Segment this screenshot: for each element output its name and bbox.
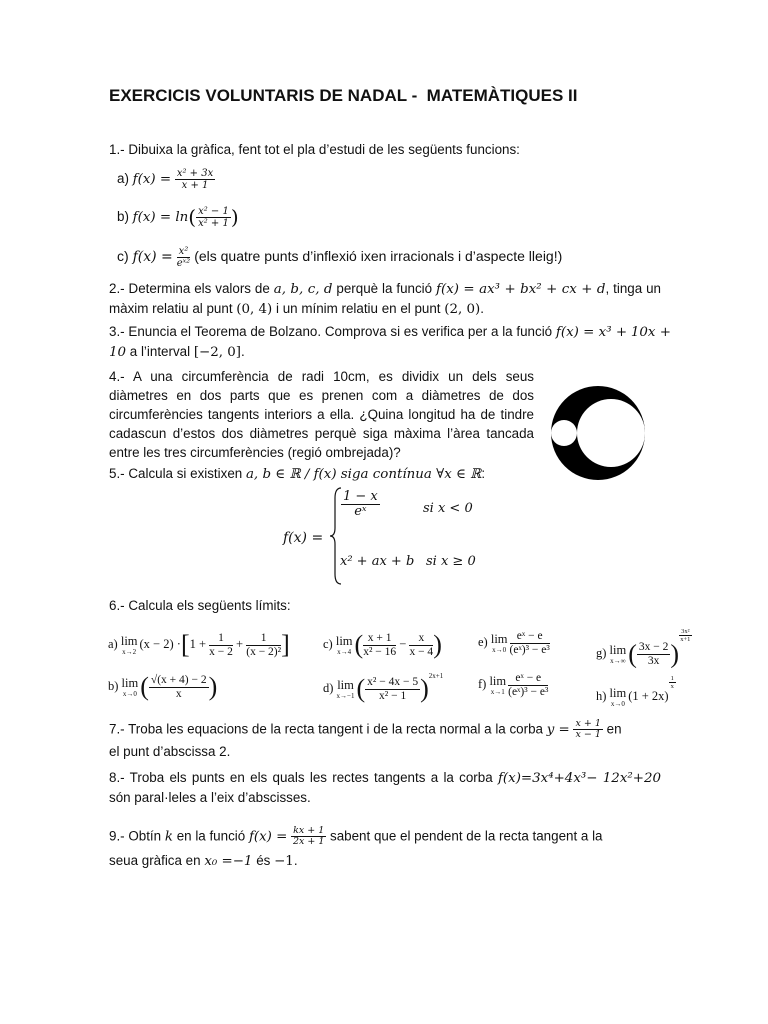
exercise-1c xyxy=(117,246,562,269)
item-label: a) xyxy=(117,171,129,187)
exercise-6-intro: 6.- Calcula els següents límits: xyxy=(109,598,291,613)
item-label: c) xyxy=(117,248,129,265)
exercise-1a xyxy=(117,168,215,191)
denominator: x + 1 xyxy=(181,180,209,191)
function-lhs: f(x) = xyxy=(132,249,173,266)
exercise-1c-note: (els quatre punts d’inflexió ixen irracionals i d’aspecte lleig!) xyxy=(194,248,563,265)
inner-circle-large xyxy=(577,399,645,467)
exercise-4: 4.- A una circumferència de radi 10cm, es dividix un dels seus diàmetres en dos parts que es prenen com a diàmetres de dos circumferències tangents interiors a ella. ¿Quina longitud ha de tindre cadascun d’estos dos diàmetres perquè siga màxima l’àrea tancada entre les tres circumferències (regió ombrejada)? xyxy=(109,369,534,460)
limit-a: a) lim x→2 (x − 2) ·[1 + $\frac{1}{x - 2}$ + $\frac{1}{\text{(x − 2)²}}$ ] xyxy=(108,630,290,659)
exercise-5: 5.- Calcula si existixen a, b ∈ ℝ / f(x) siga contínua ∀x ∈ ℝ: xyxy=(109,466,486,482)
limit-e: e) lim x→0 $\frac{\text{eˣ − e}}{\text{(eˣ)³ − e³}}$ xyxy=(478,630,550,656)
denominator: x² + 1 xyxy=(198,218,229,229)
piece-1-expression: $\frac{1 - x}{\text{eˣ}}$ xyxy=(343,489,378,520)
exercise-8: 8.- Troba els punts en els quals les rectes tangents a la corba f(x)=3x⁴+4x³− 12x²+20 són paral·leles a l’eix d’abscisses. xyxy=(109,770,661,805)
piece-2-expression: x² + ax + b xyxy=(340,554,415,569)
exercise-1-intro: 1.- Dibuixa la gràfica, fent tot el pla d’estudi de les següents funcions: xyxy=(109,142,520,157)
exercise-1b: b) f(x) = ln( $\frac{\text{x² − 1}}{\text{x² + 1}}$ ) xyxy=(117,205,239,229)
numerator: x² + 3x xyxy=(176,168,214,179)
limit-d: d) lim x→−1 ( $\frac{\text{x² − 4x − 5}}{\text{x² − 1}}$ )$^{2x+1}$ xyxy=(323,672,444,704)
circles-figure xyxy=(548,383,648,483)
limit-h: h) lim x→0 (1 + 2x) $\frac{1}{x}$ xyxy=(596,675,674,709)
function-lhs: f(x) = ln xyxy=(132,210,189,226)
exercise-7-line2: el punt d’abscissa 2. xyxy=(109,744,231,759)
exercise-9-line1: 9.- Obtín k en la funció f(x) = $\frac{kx + 1}{2x + 1}$ sabent que el pendent de la recta tangent a la xyxy=(109,825,603,848)
denominator: eˣ² xyxy=(176,258,191,269)
piece-2-condition: si x ≥ 0 xyxy=(426,554,476,569)
limit-b: b) lim x→0 ( $\frac{√(x + 4) - 2}{x}$ ) xyxy=(108,672,218,701)
piece-1-condition: si x < 0 xyxy=(423,501,473,516)
piecewise-function: f(x) = $\frac{1 - x}{\text{eˣ}}$ si x < 0 x² + ax + b si x ≥ 0 xyxy=(283,486,483,586)
function-lhs: f(x) = xyxy=(132,172,172,188)
numerator: x² − 1 xyxy=(198,206,229,217)
exercise-3: 3.- Enuncia el Teorema de Bolzano. Comprova si es verifica per a la funció f(x) = x³ + 10x + 10 a l’interval [−2, 0]. xyxy=(109,324,671,360)
item-label: b) xyxy=(117,209,129,225)
page-title: EXERCICIS VOLUNTARIS DE NADAL - MATEMÀTIQUES II xyxy=(109,86,578,105)
inner-circle-small xyxy=(551,420,577,446)
fraction xyxy=(196,206,231,229)
exercise-2: 2.- Determina els valors de a, b, c, d perquè la funció f(x) = ax³ + bx² + cx + d, tinga un màxim relatiu al punt (0, 4) i un mínim relatiu en el punt (2, 0). xyxy=(109,281,661,317)
limit-g: g) lim x→∞ ( $\frac{3x - 2}{3x}$ ) $\frac{\text{3x²}}{x+1}$ xyxy=(596,628,691,669)
limit-c: c) lim x→4 ( $\frac{x + 1}{\text{x² − 16}}$ − $\frac{x}{x - 4}$ ) xyxy=(323,630,442,659)
fraction xyxy=(175,168,215,191)
exercise-7-line1: 7.- Troba les equacions de la recta tangent i de la recta normal a la corba y = $\frac{x + 1}{x - 1}$ en xyxy=(109,718,622,741)
exercise-9-line2: seua gràfica en x₀ =−1 és −1. xyxy=(109,853,298,869)
limit-f: f) lim x→1 $\frac{\text{eˣ − e}}{\text{(eˣ)³ − e³}}$ xyxy=(478,672,549,698)
fraction xyxy=(177,246,191,269)
numerator: x² xyxy=(178,246,189,257)
